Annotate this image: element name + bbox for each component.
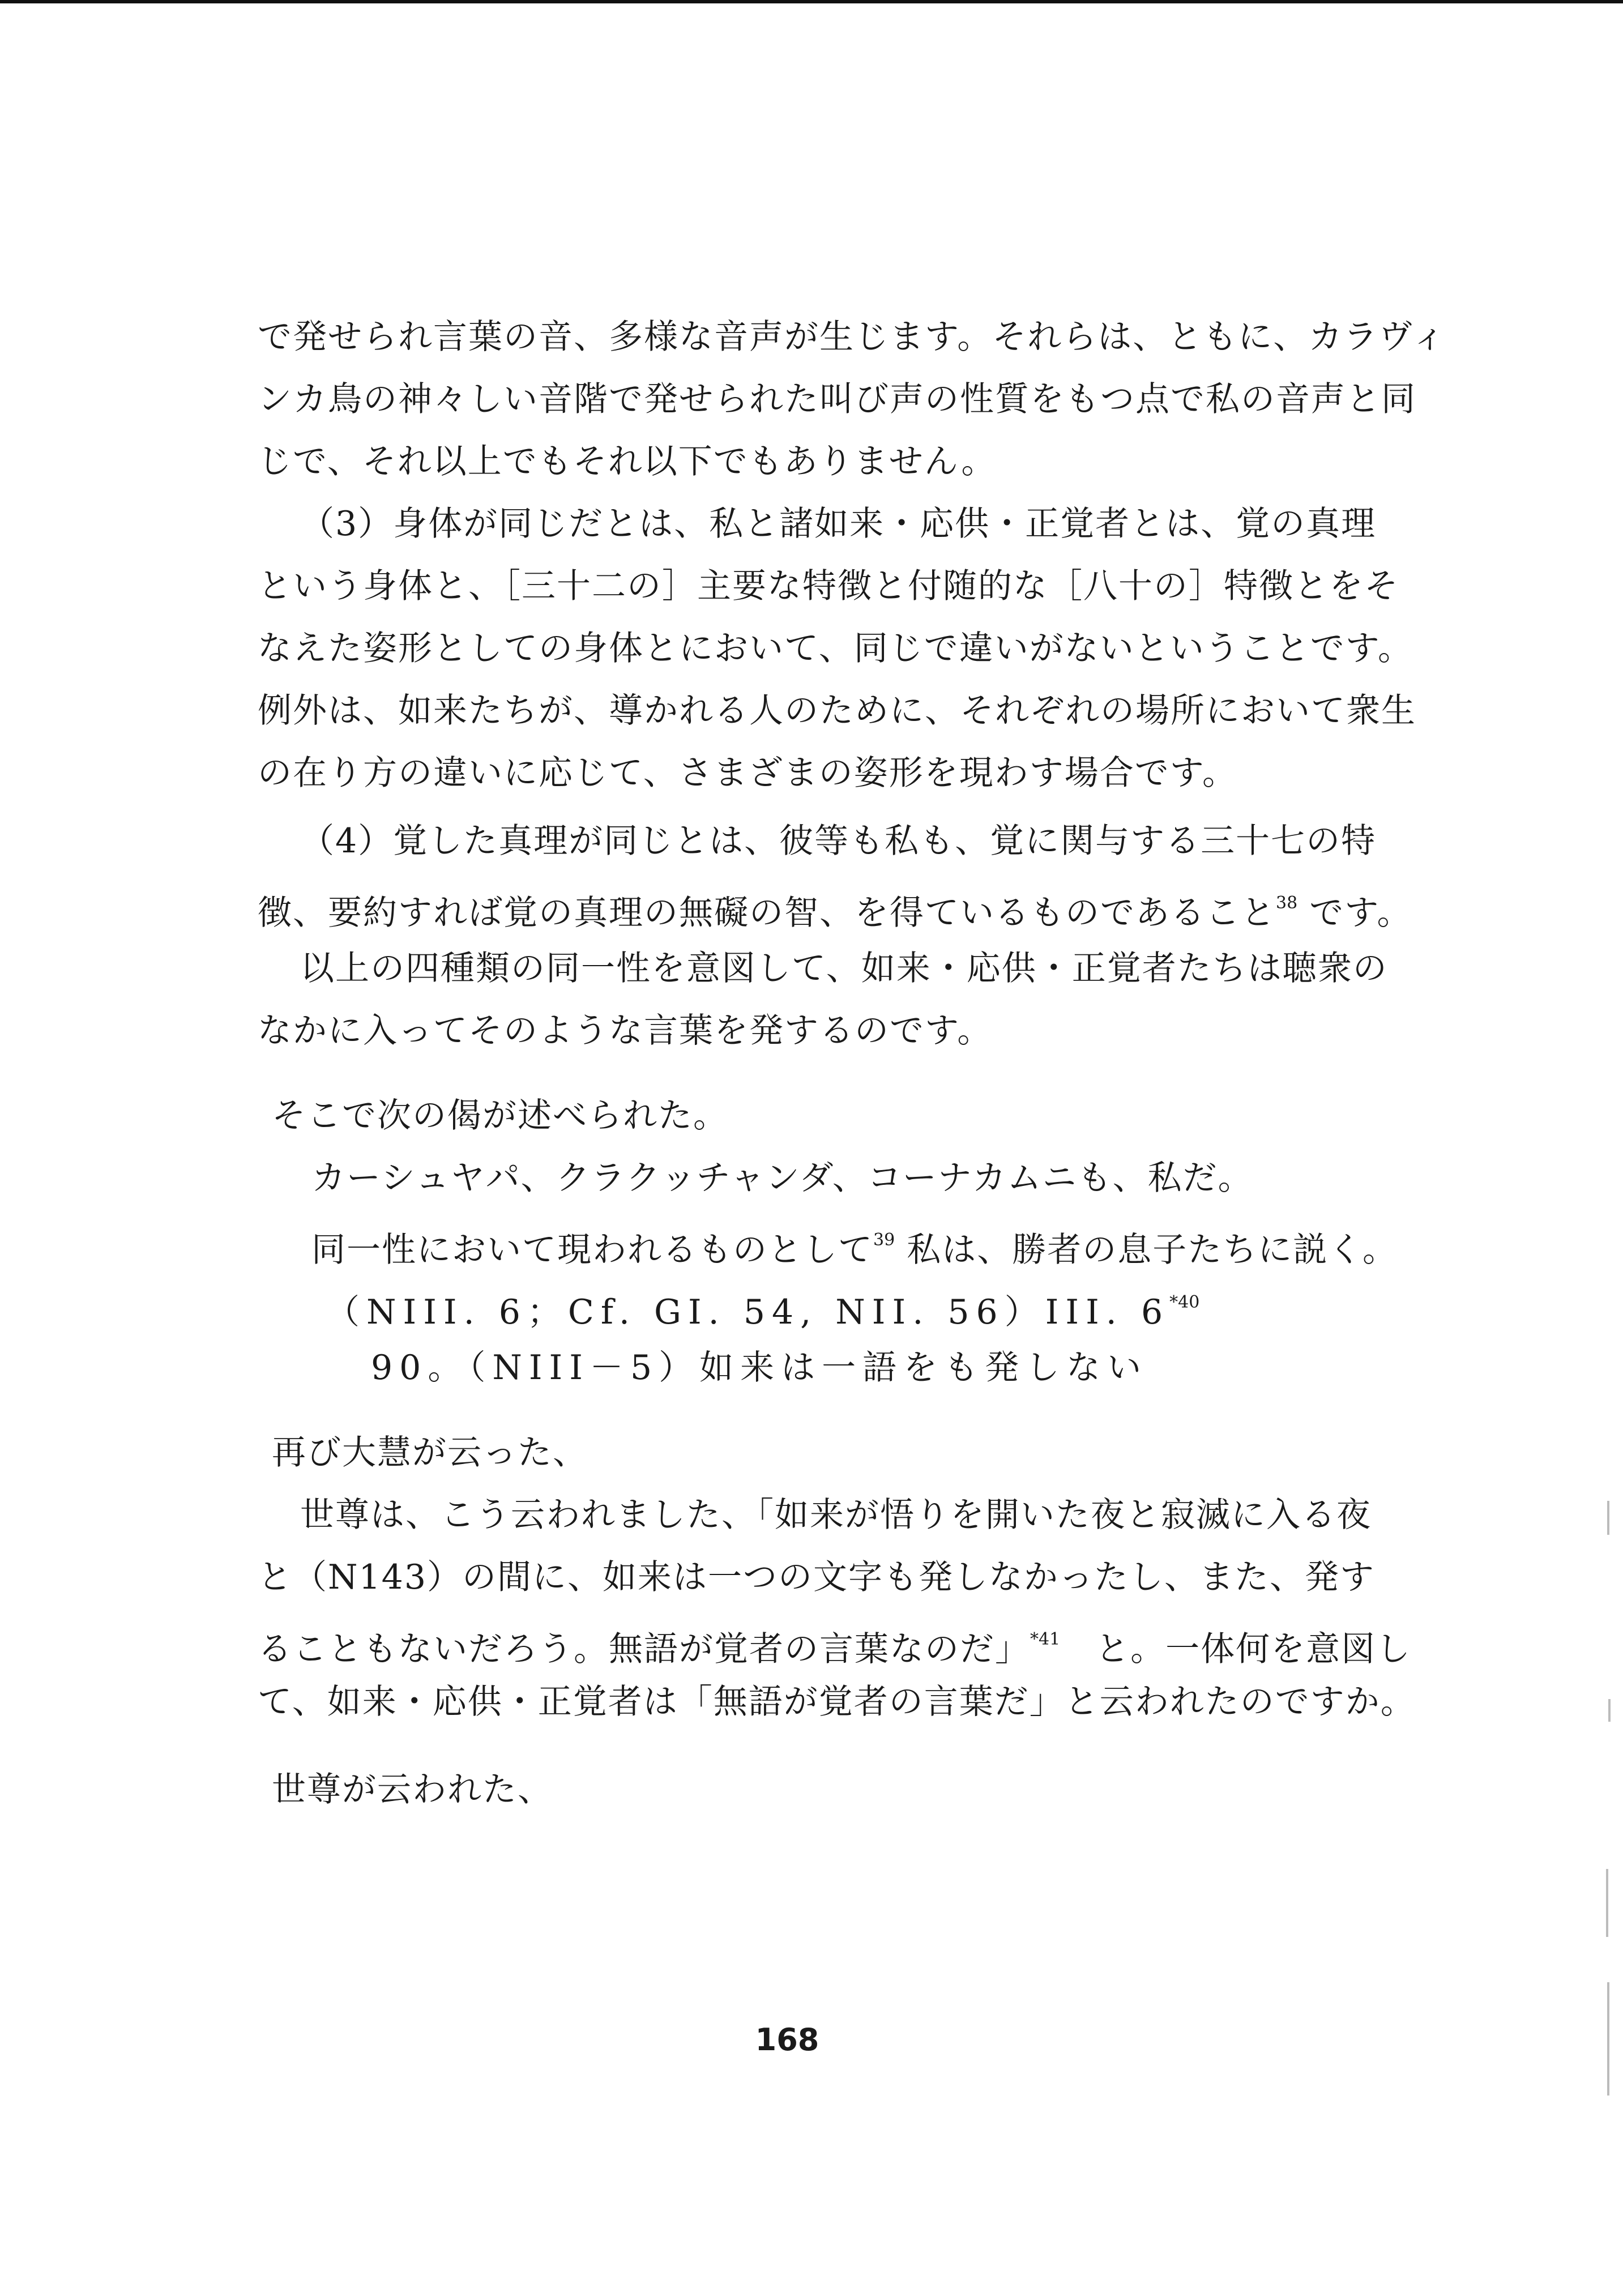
text-segment: 徴、要約すれば覚の真理の無礙の智、を得ているものであること [258,893,1276,933]
footnote-marker: 38 [1276,893,1298,913]
text-line: て、如来・応供・正覚者は「無語が覚者の言葉だ」と云われたのですか。 [258,1682,1416,1722]
scan-mark [1606,1869,1608,1937]
footnote-marker: *41 [1030,1629,1061,1649]
text-line: と（N143）の間に、如来は一つの文字も発しなかったし、また、発す [258,1557,1376,1597]
text-segment: ることもないだろう。無語が覚者の言葉なのだ」 [258,1629,1030,1669]
page-top-edge [0,0,1623,3]
scan-mark [1607,1501,1609,1535]
text-line: 例外は、如来たちが、導かれる人のために、それぞれの場所において衆生 [258,691,1416,731]
text-segment: と。一体何を意図し [1060,1629,1412,1669]
section-heading: 90。（NIII－5）如来は一語をも発しない [371,1348,1148,1388]
text-line: という身体と、［三十二の］主要な特徴と付随的な［八十の］特徴とをそ [258,566,1399,606]
text-line: なかに入ってそのような言葉を発するのです。 [258,1011,993,1051]
text-line: じで、それ以上でもそれ以下でもありません。 [258,442,997,481]
verse-line-with-footnote [311,1218,1398,1273]
scan-mark [1608,1699,1611,1722]
text-line: （3）身体が同じだとは、私と諸如来・応供・正覚者とは、覚の真理 [300,504,1377,544]
scan-mark [1607,1982,1609,2096]
text-segment: （NIII. 6；Cf. GI. 54, NII. 56）III. 6 [326,1292,1170,1332]
text-line: ンカ鳥の神々しい音階で発せられた叫び声の性質をもつ点で私の音声と同 [258,379,1416,419]
text-segment: です。 [1297,893,1412,933]
text-segment: 私は、勝者の息子たちに説く。 [895,1230,1398,1270]
text-line: そこで次の偈が述べられた。 [272,1096,728,1136]
text-line: （4）覚した真理が同じとは、彼等も私も、覚に関与する三十七の特 [300,821,1377,861]
text-line: 再び大慧が云った、 [272,1433,588,1473]
text-line: で発せられ言葉の音、多様な音声が生じます。それらは、ともに、カラヴィ [258,317,1447,357]
text-line-with-footnote [258,1617,1411,1672]
text-line: の在り方の違いに応じて、さまざまの姿形を現わす場合です。 [258,753,1237,793]
footnote-marker: 39 [873,1230,895,1250]
source-reference [326,1280,1199,1335]
text-line: なえた姿形としての身体とにおいて、同じで違いがないということです。 [258,629,1413,668]
verse-line: カーシュヤパ、クラクッチャンダ、コーナカムニも、私だ。 [311,1158,1253,1198]
text-line: 世尊は、こう云われました、「如来が悟りを開いた夜と寂滅に入る夜 [300,1495,1372,1535]
page-number: 168 [755,2022,819,2058]
text-line: 世尊が云われた、 [272,1770,553,1810]
footnote-marker: *40 [1169,1292,1200,1312]
text-line-with-footnote [258,881,1412,936]
text-segment: 同一性において現われるものとして [311,1230,873,1270]
text-line: 以上の四種類の同一性を意図して、如来・応供・正覚者たちは聴衆の [300,949,1388,988]
